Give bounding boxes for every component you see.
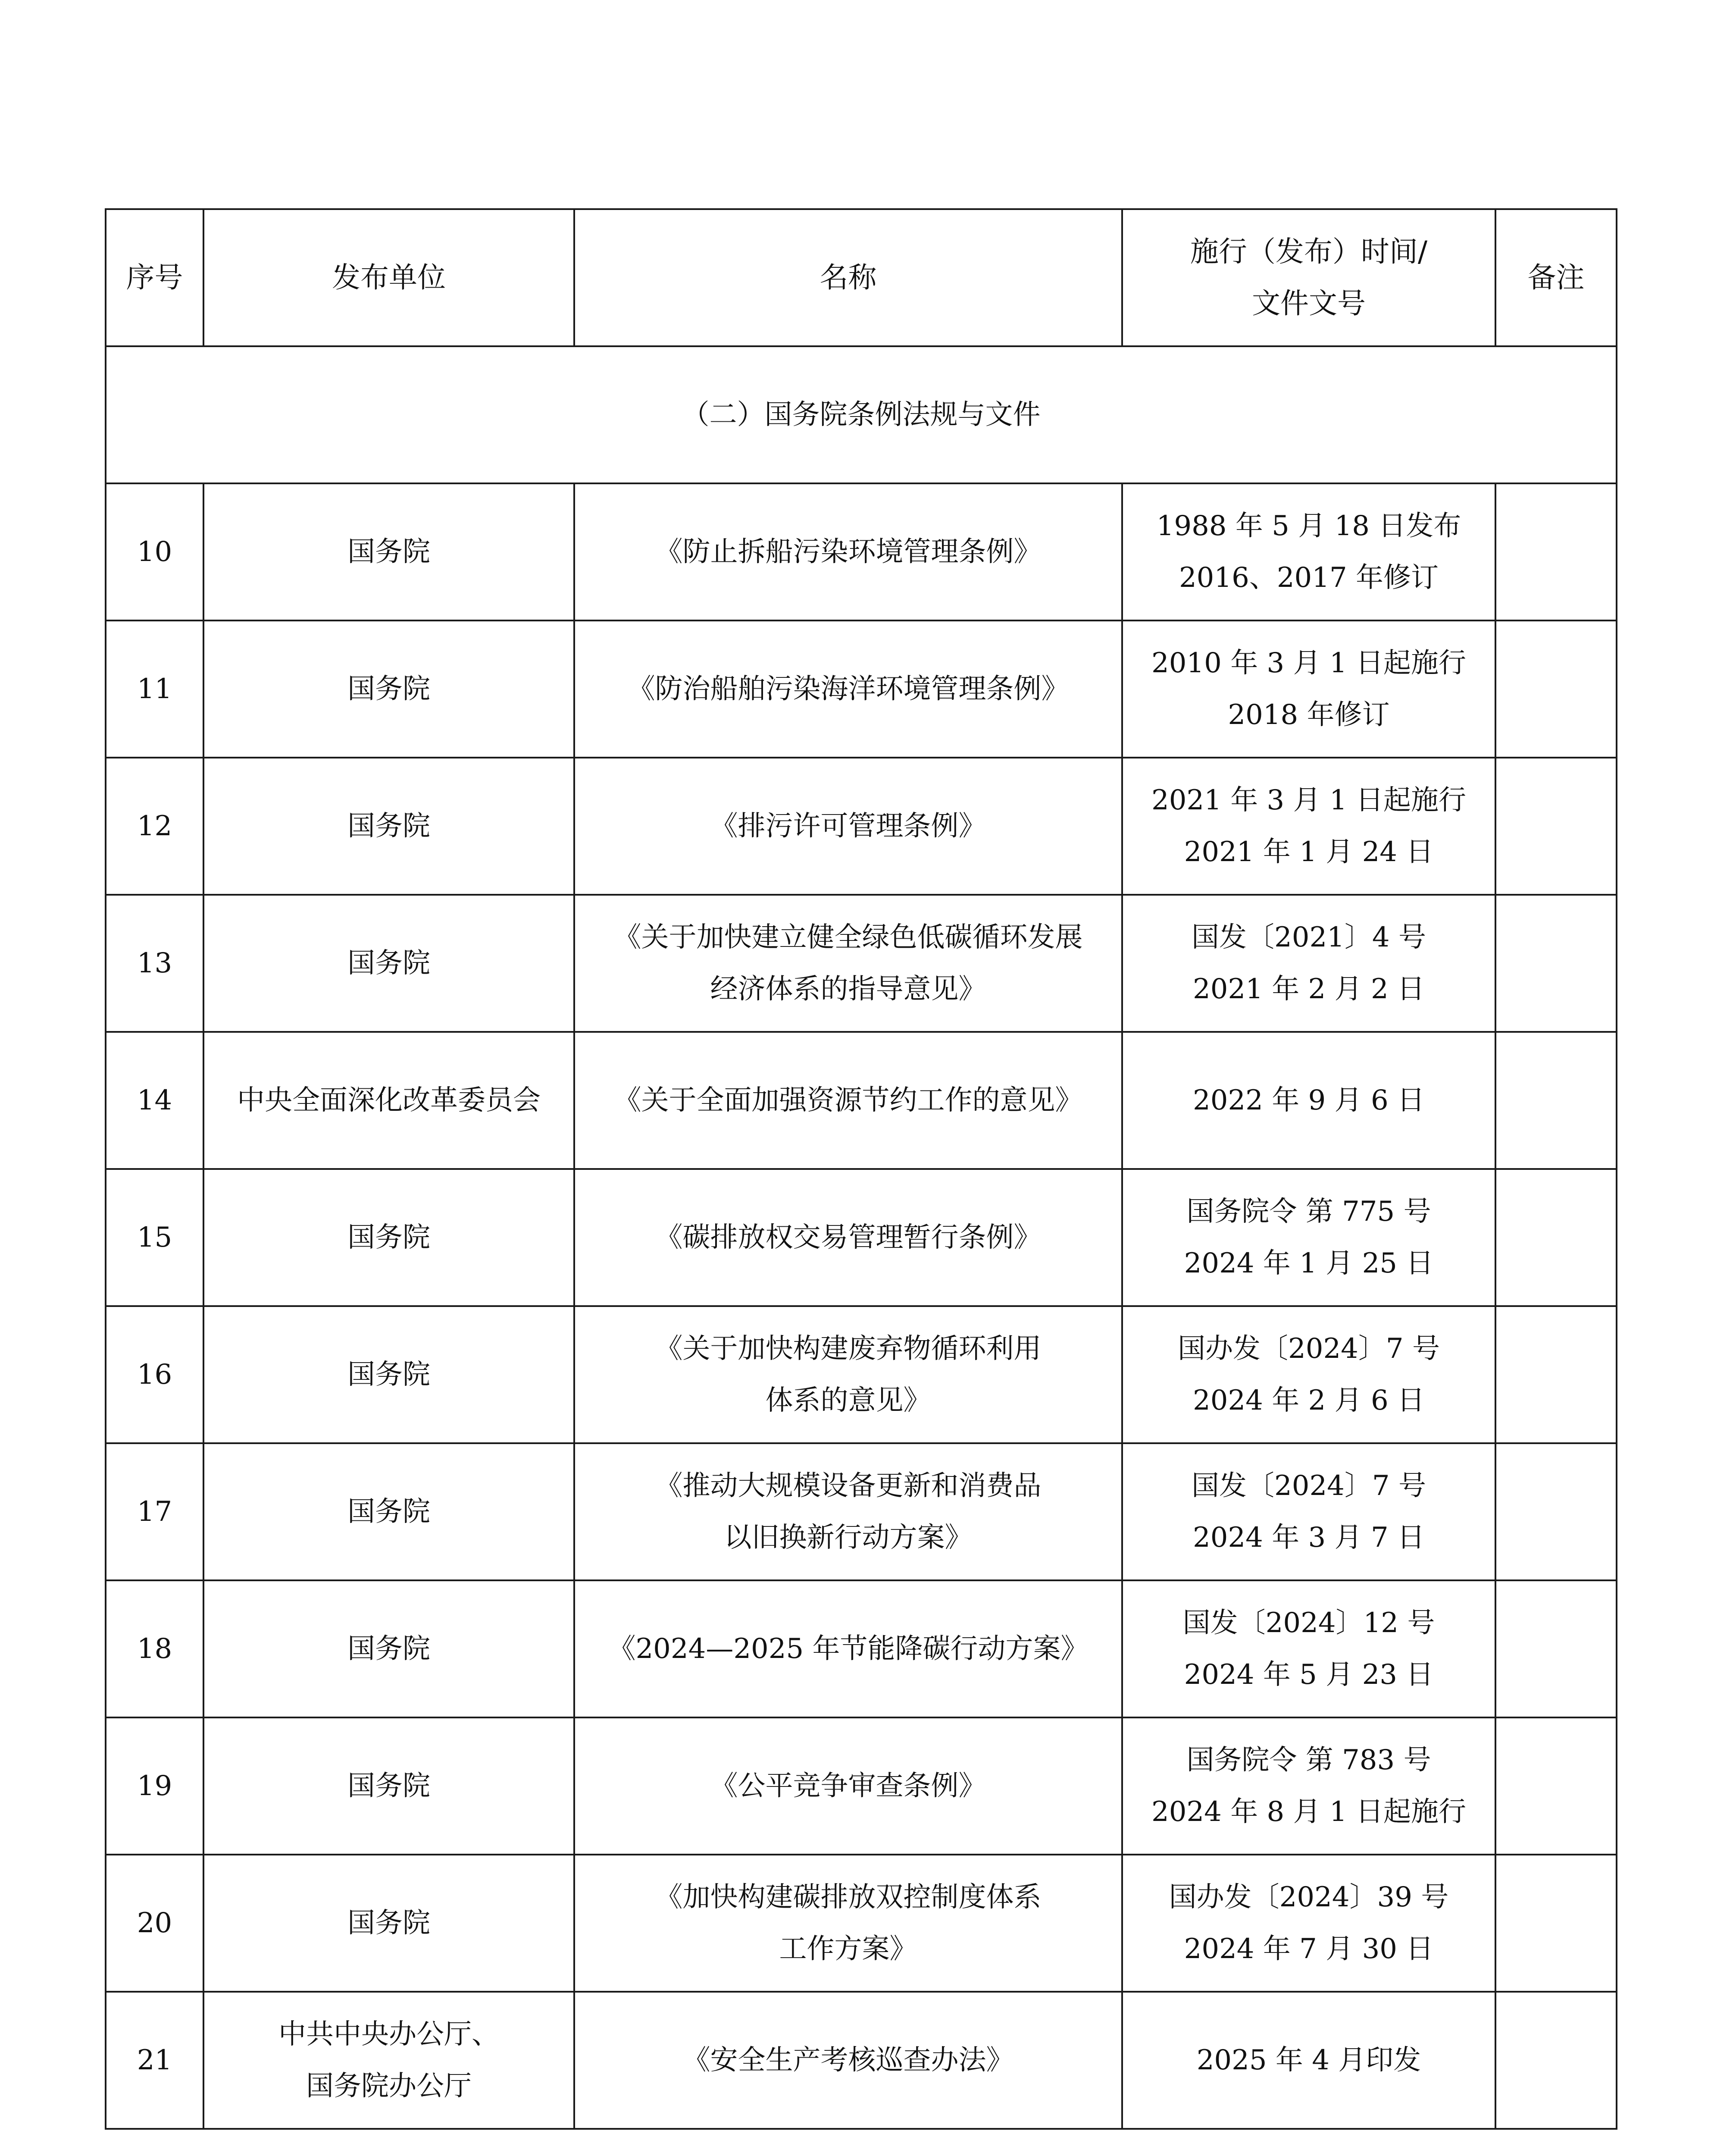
cell-seq: 18 xyxy=(106,1580,203,1717)
cell-issuer xyxy=(203,895,574,1032)
cell-remark xyxy=(1495,483,1617,620)
table-row xyxy=(106,620,1617,758)
cell-issuer xyxy=(203,1443,574,1580)
cell-remark xyxy=(1495,1443,1617,1580)
cell-name xyxy=(574,1855,1122,1992)
cell-name xyxy=(574,1306,1122,1443)
header-name: 名称 xyxy=(574,209,1122,346)
cell-issuer xyxy=(203,483,574,620)
cell-time xyxy=(1122,895,1495,1032)
cell-remark xyxy=(1495,895,1617,1032)
table-row xyxy=(106,1992,1617,2129)
cell-time-line: 2024 年 3 月 7 日 xyxy=(1192,1522,1425,1554)
cell-name-line: 《排污许可管理条例》 xyxy=(710,810,986,842)
cell-time-line: 2010 年 3 月 1 日起施行 xyxy=(1151,647,1467,679)
cell-name-line: 《防止拆船污染环境管理条例》 xyxy=(655,536,1042,568)
table-row xyxy=(106,1169,1617,1306)
cell-issuer-line: 国务院 xyxy=(347,1496,430,1528)
table-row xyxy=(106,1032,1617,1169)
cell-remark xyxy=(1495,758,1617,895)
cell-time-line: 国办发〔2024〕7 号 xyxy=(1178,1333,1440,1365)
cell-time xyxy=(1122,483,1495,620)
cell-remark xyxy=(1495,1717,1617,1855)
cell-name-line: 《防治船舶污染海洋环境管理条例》 xyxy=(627,673,1069,705)
table-header-row xyxy=(106,209,1617,346)
cell-name xyxy=(574,1992,1122,2129)
header-time-line: 施行（发布）时间/ xyxy=(1190,235,1428,268)
cell-issuer xyxy=(203,620,574,758)
cell-seq: 21 xyxy=(106,1992,203,2129)
section-row xyxy=(106,346,1617,483)
cell-time-line: 国务院令 第 783 号 xyxy=(1186,1744,1431,1776)
cell-name xyxy=(574,895,1122,1032)
cell-seq: 19 xyxy=(106,1717,203,1855)
table-row xyxy=(106,758,1617,895)
cell-time-line: 2021 年 3 月 1 日起施行 xyxy=(1151,784,1467,816)
header-remark: 备注 xyxy=(1495,209,1617,346)
cell-issuer xyxy=(203,1855,574,1992)
cell-issuer xyxy=(203,758,574,895)
cell-remark xyxy=(1495,1992,1617,2129)
cell-time xyxy=(1122,1992,1495,2129)
cell-issuer-line: 国务院 xyxy=(347,1359,430,1391)
cell-time xyxy=(1122,1032,1495,1169)
cell-name xyxy=(574,1717,1122,1855)
table-row xyxy=(106,1306,1617,1443)
cell-issuer xyxy=(203,1580,574,1717)
cell-time-line: 2024 年 7 月 30 日 xyxy=(1184,1933,1434,1965)
table-row xyxy=(106,895,1617,1032)
cell-time-line: 国发〔2021〕4 号 xyxy=(1192,921,1426,953)
header-time xyxy=(1122,209,1495,346)
cell-issuer-line: 国务院 xyxy=(347,1907,430,1939)
cell-time-line: 国发〔2024〕7 号 xyxy=(1192,1470,1426,1502)
cell-name-line: 《2024—2025 年节能降碳行动方案》 xyxy=(608,1633,1089,1665)
cell-time xyxy=(1122,1580,1495,1717)
cell-time-line: 1988 年 5 月 18 日发布 xyxy=(1156,510,1461,542)
cell-time-line: 2025 年 4 月印发 xyxy=(1196,2044,1421,2076)
cell-name-line: 工作方案》 xyxy=(779,1933,917,1965)
cell-time xyxy=(1122,1855,1495,1992)
cell-issuer-line: 国务院 xyxy=(347,810,430,842)
cell-time-line: 2018 年修订 xyxy=(1228,699,1390,731)
cell-issuer xyxy=(203,1169,574,1306)
cell-name-line: 《关于加快构建废弃物循环利用 xyxy=(655,1333,1042,1365)
cell-issuer xyxy=(203,1306,574,1443)
cell-time-line: 2021 年 1 月 24 日 xyxy=(1184,836,1434,868)
cell-time-line: 2024 年 5 月 23 日 xyxy=(1184,1659,1434,1691)
cell-issuer-line: 国务院 xyxy=(347,1770,430,1802)
cell-time xyxy=(1122,758,1495,895)
cell-time-line: 2016、2017 年修订 xyxy=(1179,562,1439,594)
header-time-line: 文件文号 xyxy=(1252,287,1366,320)
cell-issuer-line: 中央全面深化改革委员会 xyxy=(237,1084,541,1116)
cell-name-line: 《加快构建碳排放双控制度体系 xyxy=(655,1881,1042,1913)
cell-remark xyxy=(1495,620,1617,758)
cell-seq: 12 xyxy=(106,758,203,895)
cell-time xyxy=(1122,1443,1495,1580)
cell-name-line: 经济体系的指导意见》 xyxy=(710,973,986,1005)
cell-time xyxy=(1122,1306,1495,1443)
cell-name xyxy=(574,1580,1122,1717)
cell-issuer-line: 国务院 xyxy=(347,536,430,568)
table-row xyxy=(106,1580,1617,1717)
cell-seq: 20 xyxy=(106,1855,203,1992)
cell-time xyxy=(1122,620,1495,758)
table-row xyxy=(106,1717,1617,1855)
cell-remark xyxy=(1495,1169,1617,1306)
table-row xyxy=(106,1855,1617,1992)
cell-seq: 10 xyxy=(106,483,203,620)
cell-issuer xyxy=(203,1992,574,2129)
cell-name xyxy=(574,1032,1122,1169)
cell-seq: 17 xyxy=(106,1443,203,1580)
header-issuer: 发布单位 xyxy=(203,209,574,346)
cell-seq: 14 xyxy=(106,1032,203,1169)
cell-name-line: 《安全生产考核巡查办法》 xyxy=(682,2044,1014,2076)
cell-name xyxy=(574,1443,1122,1580)
cell-name xyxy=(574,620,1122,758)
cell-seq: 16 xyxy=(106,1306,203,1443)
cell-name-line: 以旧换新行动方案》 xyxy=(724,1522,973,1554)
cell-remark xyxy=(1495,1855,1617,1992)
cell-issuer xyxy=(203,1032,574,1169)
regulations-table xyxy=(105,208,1617,2130)
cell-issuer-line: 国务院办公厅 xyxy=(306,2070,472,2102)
cell-name-line: 《推动大规模设备更新和消费品 xyxy=(655,1470,1042,1502)
cell-name-line: 《公平竞争审查条例》 xyxy=(710,1770,986,1802)
cell-time-line: 2024 年 2 月 6 日 xyxy=(1192,1385,1425,1416)
cell-remark xyxy=(1495,1306,1617,1443)
cell-issuer-line: 国务院 xyxy=(347,1633,430,1665)
cell-time-line: 2022 年 9 月 6 日 xyxy=(1192,1084,1425,1116)
cell-time-line: 2024 年 1 月 25 日 xyxy=(1184,1247,1434,1279)
cell-time-line: 国务院令 第 775 号 xyxy=(1186,1196,1431,1228)
header-seq: 序号 xyxy=(106,209,203,346)
cell-time xyxy=(1122,1717,1495,1855)
cell-name xyxy=(574,758,1122,895)
cell-issuer-line: 国务院 xyxy=(347,673,430,705)
table-row xyxy=(106,1443,1617,1580)
cell-seq: 15 xyxy=(106,1169,203,1306)
cell-time-line: 国发〔2024〕12 号 xyxy=(1182,1607,1435,1639)
cell-seq: 11 xyxy=(106,620,203,758)
cell-name-line: 《碳排放权交易管理暂行条例》 xyxy=(655,1222,1042,1253)
cell-time-line: 2021 年 2 月 2 日 xyxy=(1192,973,1425,1005)
cell-time xyxy=(1122,1169,1495,1306)
table-body xyxy=(106,346,1617,2129)
cell-name-line: 体系的意见》 xyxy=(765,1385,931,1416)
cell-issuer-line: 国务院 xyxy=(347,1222,430,1253)
cell-issuer-line: 国务院 xyxy=(347,947,430,979)
cell-issuer xyxy=(203,1717,574,1855)
cell-time-line: 2024 年 8 月 1 日起施行 xyxy=(1151,1796,1467,1828)
cell-remark xyxy=(1495,1580,1617,1717)
cell-name-line: 《关于加快建立健全绿色低碳循环发展 xyxy=(613,921,1083,953)
cell-name xyxy=(574,1169,1122,1306)
section-title: （二）国务院条例法规与文件 xyxy=(106,346,1617,483)
cell-name xyxy=(574,483,1122,620)
cell-seq: 13 xyxy=(106,895,203,1032)
cell-issuer-line: 中共中央办公厅、 xyxy=(278,2018,499,2050)
cell-name-line: 《关于全面加强资源节约工作的意见》 xyxy=(613,1084,1083,1116)
table-row xyxy=(106,483,1617,620)
cell-time-line: 国办发〔2024〕39 号 xyxy=(1169,1881,1449,1913)
cell-remark xyxy=(1495,1032,1617,1169)
